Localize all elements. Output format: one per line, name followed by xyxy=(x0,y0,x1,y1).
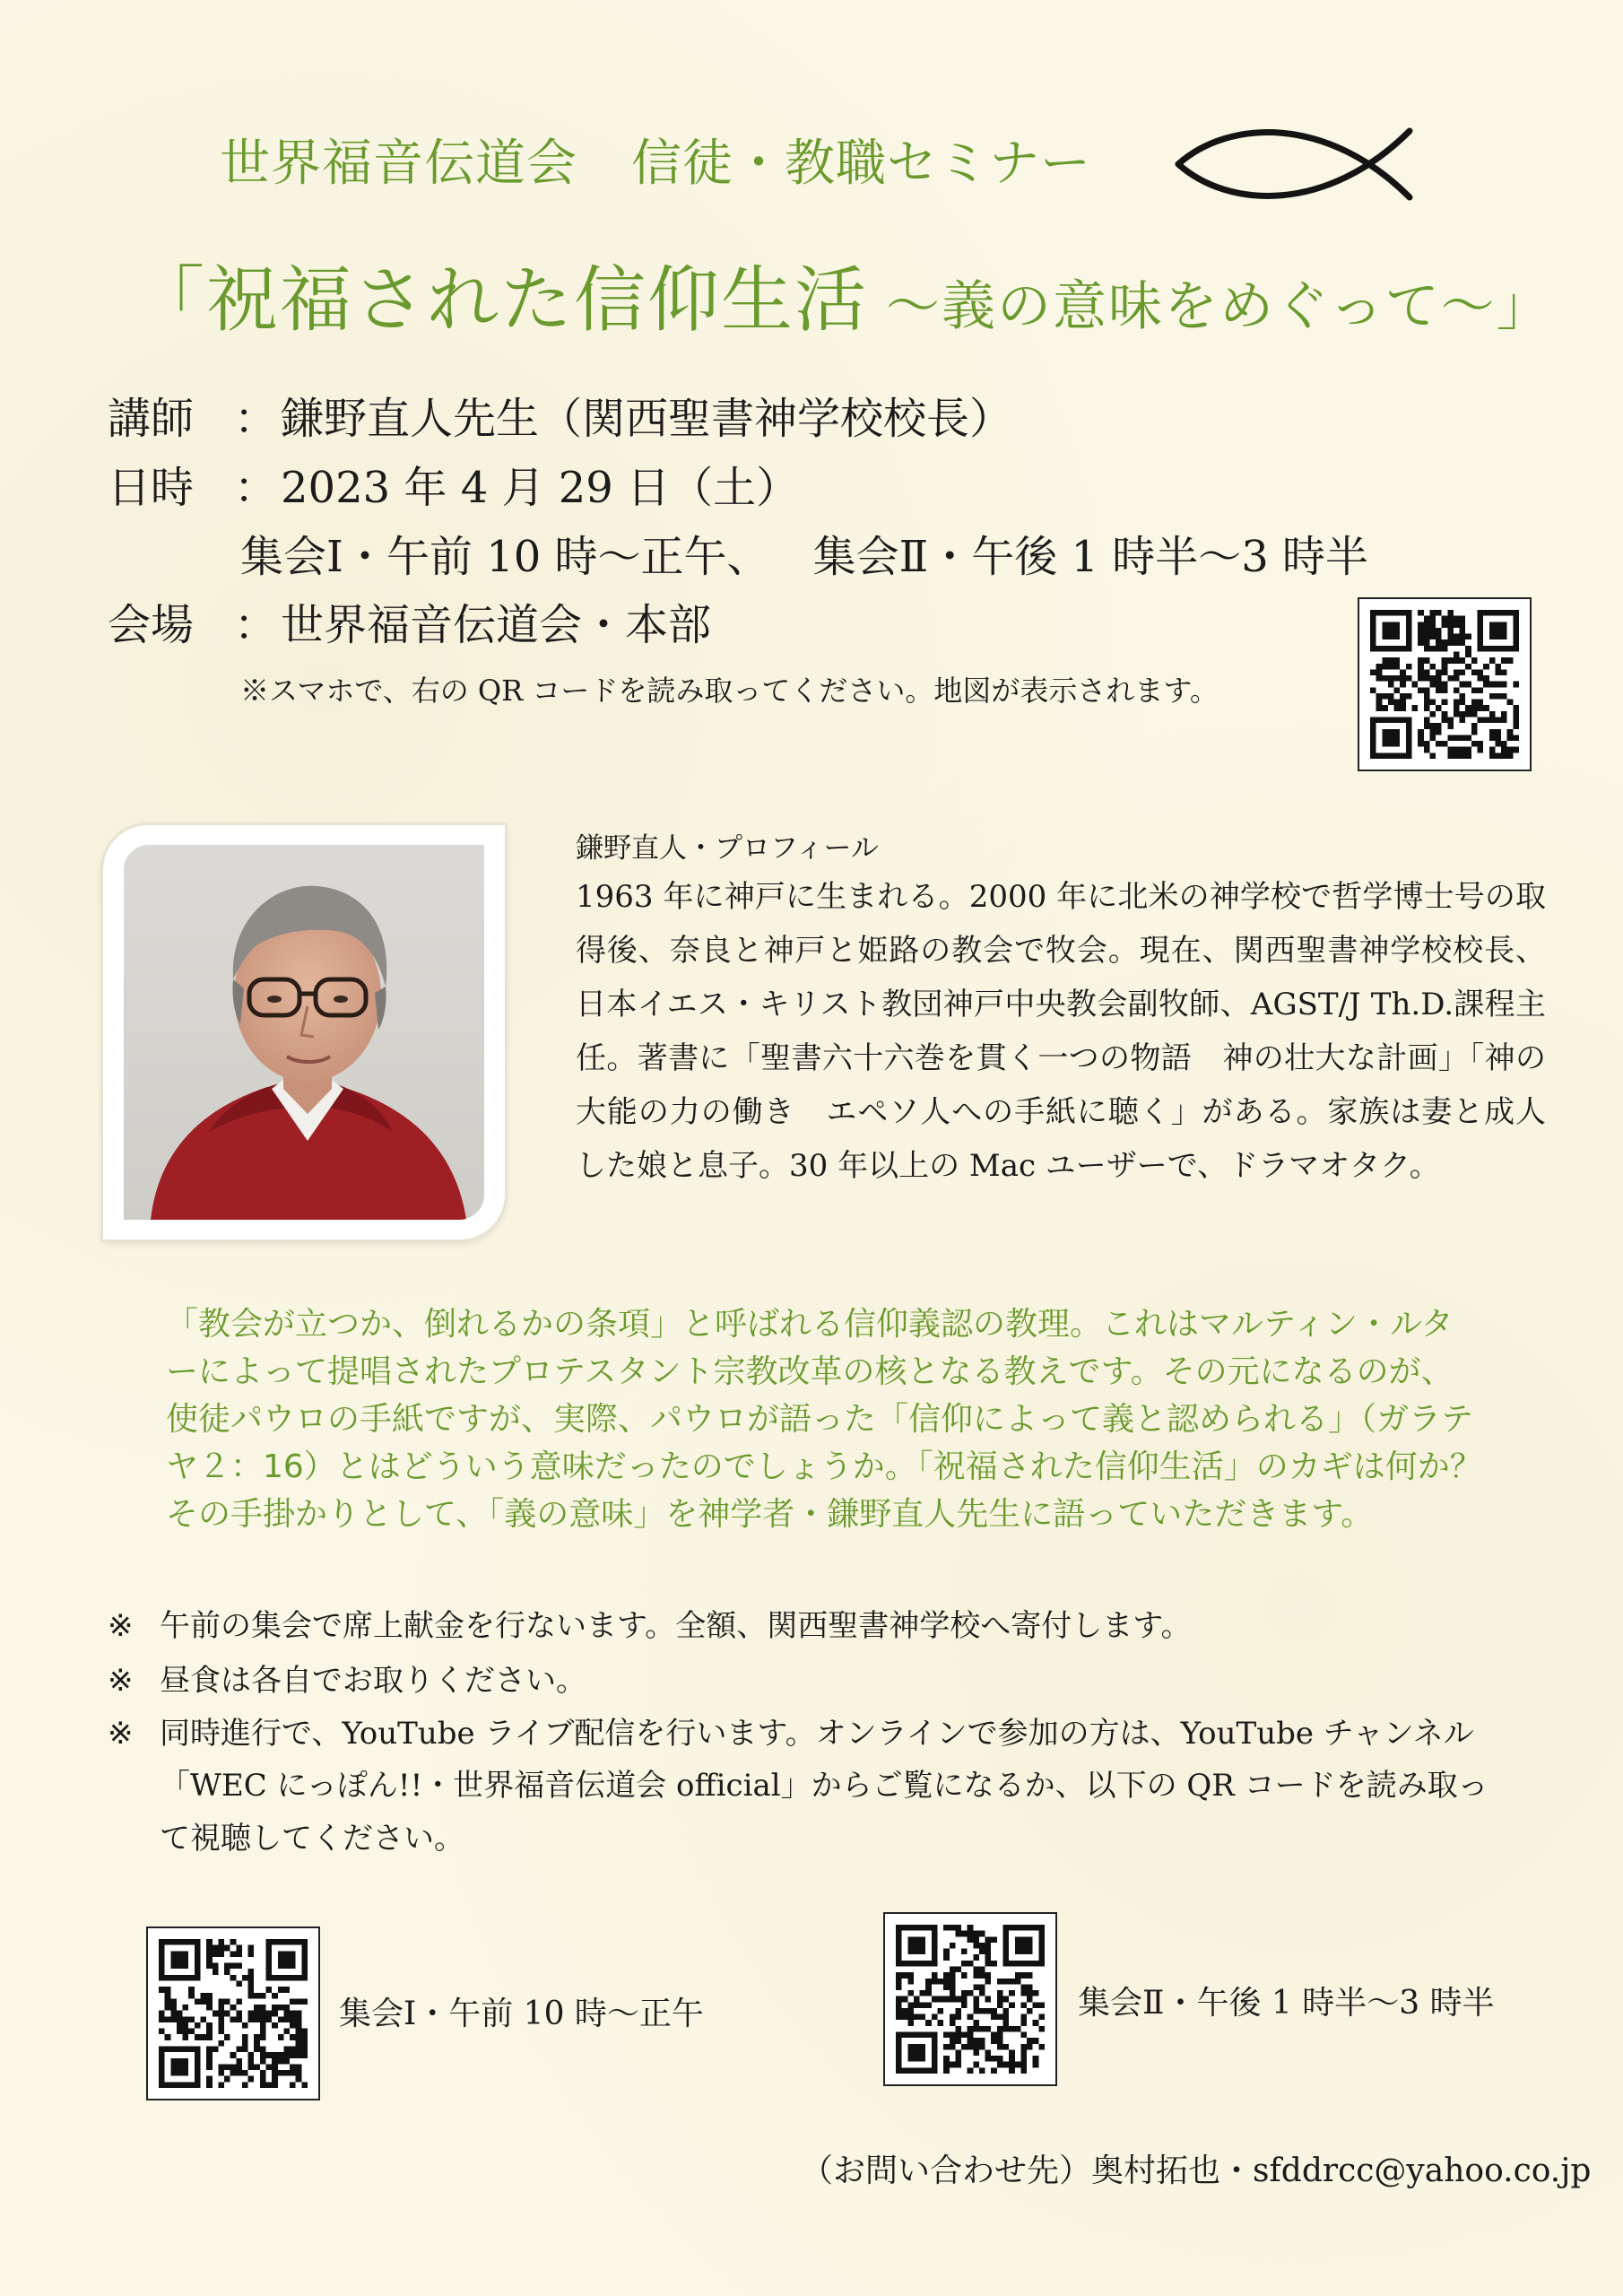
note-livestream xyxy=(108,1709,1474,1752)
contact-info: （お問い合わせ先）奥村拓也・sfddrcc@yahoo.co.jp xyxy=(801,2152,1592,2189)
note-mark: ※ xyxy=(108,1663,134,1699)
date-value: 2023 年 4 月 29 日（土） xyxy=(281,463,800,513)
note-mark: ※ xyxy=(108,1716,134,1752)
note-offering-text: 午前の集会で席上献金を行ないます。全額、関西聖書神学校へ寄付します。 xyxy=(160,1608,1192,1644)
main-title-subtitle: 〜義の意味をめぐって〜」 xyxy=(886,275,1552,338)
lecturer-label: 講師 xyxy=(108,394,195,444)
session-times-row xyxy=(240,522,1368,584)
map-qr-note: ※スマホで、右の QR コードを読み取ってください。地図が表示されます。 xyxy=(240,674,1219,708)
note-livestream-line1: 同時進行で、YouTube ライブ配信を行います。オンラインで参加の方は、YouTube チャンネル xyxy=(160,1716,1474,1752)
date-label: 日時 xyxy=(108,463,195,513)
profile-heading: 鎌野直人・プロフィール xyxy=(576,832,879,865)
profile-body: 1963 年に神戸に生まれる。2000 年に北米の神学校で哲学博士号の取得後、奈良と神戸と姫路の教会で牧会。現在、関西聖書神学校校長、日本イエス・キリスト教団神戸中央教会副牧師、AGST/J Th.D.課程主任。著書に「聖書六十六巻を貫く一つの物語 神の壮大な計画」「神の大能の力の働き エペソ人への手紙に聴く」がある。家族は妻と成人した娘と息子。30 年以上の Mac ユーザーで、ドラマオタク。 xyxy=(576,879,1546,1184)
note-offering xyxy=(108,1601,1192,1645)
qr-code-pattern xyxy=(1370,610,1519,759)
note-mark: ※ xyxy=(108,1608,134,1644)
qr-code-pattern xyxy=(896,1925,1045,2074)
seminar-name: 信徒・教職セミナー xyxy=(631,135,1091,193)
session2-qr-label: 集会Ⅱ・午後 1 時半〜3 時半 xyxy=(1078,1985,1495,2022)
note-lunch-text: 昼食は各自でお取りください。 xyxy=(160,1663,586,1699)
lecturer-row: 講師 ：鎌野直人先生（関西聖書神学校校長） xyxy=(108,384,1012,446)
note-livestream-line3: て視聴してください。 xyxy=(160,1821,464,1857)
venue-row: 会場 ：世界福音伝道会・本部 xyxy=(108,590,711,652)
speaker-photo xyxy=(124,845,484,1220)
qr-code-pattern xyxy=(159,1939,308,2088)
seminar-description: 「教会が立つか、倒れるかの条項」と呼ばれる信仰義認の教理。これはマルティン・ルターによって提唱されたプロテスタント宗教改革の核となる教えです。その元になるのが、使徒パウロの手紙ですが、実際、パウロが語った「信仰によって義と認められる」（ガラテヤ２：16）とはどういう意味だったのでしょうか。「祝福された信仰生活」のカギは何か？その手掛かりとして、「義の意味」を神学者・鎌野直人先生に語っていただきます。 xyxy=(166,1306,1482,1533)
session2-qr-code[interactable] xyxy=(883,1912,1057,2086)
lecturer-value: 鎌野直人先生（関西聖書神学校校長） xyxy=(281,394,1013,444)
venue-value: 世界福音伝道会・本部 xyxy=(281,600,712,650)
note-livestream-line2: 「WEC にっぽん!!・世界福音伝道会 official」からご覧になるか、以下の QR コードを読み取っ xyxy=(160,1768,1488,1804)
organization-name: 世界福音伝道会 xyxy=(220,135,577,193)
note-lunch xyxy=(108,1656,586,1700)
session1-qr-code[interactable] xyxy=(146,1926,320,2100)
session1-time: 集会Ⅰ・午前 10 時〜正午、 xyxy=(240,532,770,582)
session2-time: 集会Ⅱ・午後 1 時半〜3 時半 xyxy=(812,532,1369,582)
main-title xyxy=(133,242,1552,345)
seminar-header xyxy=(220,124,1091,196)
main-title-text: 「祝福された信仰生活 xyxy=(133,258,868,342)
venue-label: 会場 xyxy=(108,600,195,650)
ichthys-fish-icon xyxy=(1175,115,1444,213)
map-qr-code[interactable] xyxy=(1358,597,1532,771)
session1-qr-label: 集会Ⅰ・午前 10 時〜正午 xyxy=(339,1996,704,2032)
date-row: 日時 ：2023 年 4 月 29 日（土） xyxy=(108,453,799,515)
